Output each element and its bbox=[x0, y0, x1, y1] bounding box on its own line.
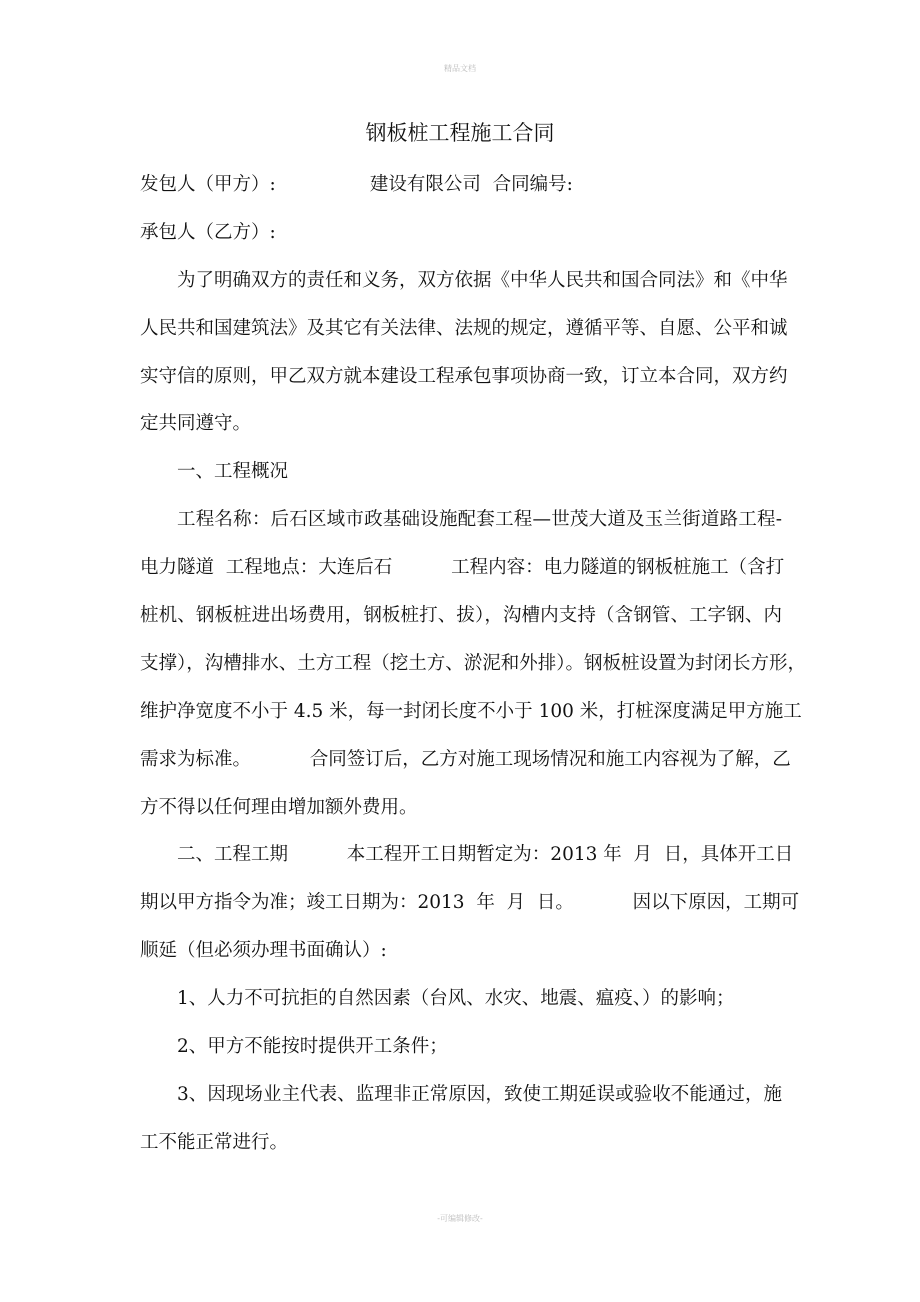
text-line: 定共同遵守。 bbox=[140, 413, 252, 435]
text-line: 支撑），沟槽排水、土方工程（挖土方、淤泥和外排）。钢板桩设置为封闭长方形， bbox=[140, 652, 807, 674]
text-line: 发包人（甲方）: 建设有限公司 合同编号: bbox=[140, 174, 573, 195]
text-line: 2、甲方不能按时提供开工条件； bbox=[177, 1036, 448, 1058]
text-line: 二、工程工期 本工程开工日期暂定为：2013 年 月 日，具体开工日 bbox=[177, 844, 794, 866]
text-line: 顺延（但必须办理书面确认）: bbox=[140, 940, 387, 962]
text-line: 人民共和国建筑法》及其它有关法律、法规的规定，遵循平等、自愿、公平和诚 bbox=[140, 317, 788, 339]
page-footer: -可编辑修改- bbox=[437, 1214, 483, 1223]
text-line: 桩机、钢板桩进出场费用，钢板桩打、拔），沟槽内支持（含钢管、工字钢、内 bbox=[140, 605, 782, 627]
text-line: 工不能正常进行。 bbox=[140, 1131, 289, 1153]
text-line: 1、人力不可抗拒的自然因素（台风、水灾、地震、瘟疫、）的影响； bbox=[177, 988, 735, 1010]
text-line: 期以甲方指令为准；竣工日期为：2013 年 月 日。 因以下原因，工期可 bbox=[140, 892, 800, 914]
text-line: 维护净宽度不小于 4.5 米，每一封闭长度不小于 100 米，打桩深度满足甲方施工 bbox=[140, 700, 802, 722]
text-line: 为了明确双方的责任和义务，双方依据《中华人民共和国合同法》和《中华 bbox=[177, 269, 788, 291]
page-header: 精品文档 bbox=[444, 64, 476, 73]
text-line: 3、因现场业主代表、监理非正常原因，致使工期延误或验收不能通过，施 bbox=[177, 1083, 782, 1105]
text-line: 方不得以任何理由增加额外费用。 bbox=[140, 796, 418, 818]
text-line: 工程名称：后石区域市政基础设施配套工程—世茂大道及玉兰街道路工程- bbox=[177, 509, 782, 531]
text-line: 电力隧道 工程地点：大连后石 工程内容：电力隧道的钢板桩施工（含打 bbox=[140, 557, 785, 579]
text-line: 需求为标准。 合同签订后，乙方对施工现场情况和施工内容视为了解，乙 bbox=[140, 748, 791, 770]
text-line: 一、工程概况 bbox=[177, 461, 289, 483]
document-title: 钢板桩工程施工合同 bbox=[365, 121, 555, 145]
document-body bbox=[140, 170, 807, 1176]
text-line: 实守信的原则，甲乙双方就本建设工程承包事项协商一致，订立本合同，双方约 bbox=[140, 365, 788, 387]
text-line: 承包人（乙方）: bbox=[140, 221, 276, 243]
